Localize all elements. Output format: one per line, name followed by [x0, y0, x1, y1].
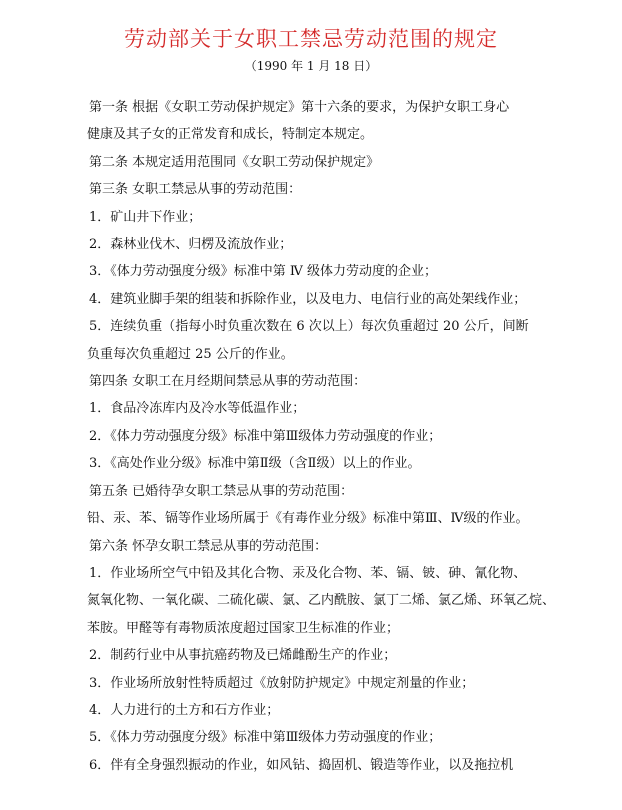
article-4-item-2: 2．《体力劳动强度分级》标准中第Ⅲ级体力劳动强度的作业；	[89, 428, 442, 444]
article-6-item-2: 2．制药行业中从事抗癌药物及已烯雌酚生产的作业；	[89, 648, 397, 664]
article-3-item-5-line-1: 5．连续负重（指每小时负重次数在 6 次以上）每次负重超过 20 公斤，间断	[89, 319, 529, 335]
article-3-item-5-line-2: 负重每次负重超过 25 公斤的作业。	[87, 346, 294, 362]
article-6-item-3: 3．作业场所放射性特质超过《放射防护规定》中规定剂量的作业；	[89, 675, 475, 691]
article-3-item-3: 3．《体力劳动强度分级》标准中第 Ⅳ 级体力劳动度的企业；	[89, 264, 438, 280]
article-6-item-5: 5．《体力劳动强度分级》标准中第Ⅲ级体力劳动强度的作业；	[89, 730, 442, 746]
article-4: 第四条 女职工在月经期间禁忌从事的劳动范围：	[89, 374, 367, 390]
document-body	[86, 94, 556, 779]
article-3-item-2: 2．森林业伐木、归楞及流放作业；	[89, 237, 293, 253]
article-6-item-1-line-1: 1．作业场所空气中铅及其化合物、汞及化合物、苯、镉、铍、砷、氰化物、	[89, 565, 527, 581]
article-3-item-1: 1．矿山井下作业；	[89, 209, 202, 225]
article-6-item-1-line-2: 氮氧化物、一氧化碳、二硫化碳、氯、乙内酰胺、氯丁二烯、氯乙烯、环氧乙烷、	[87, 593, 556, 609]
article-5: 第五条 已婚待孕女职工禁忌从事的劳动范围：	[89, 483, 354, 499]
article-5-content: 铅、汞、苯、镉等作业场所属于《有毒作业分级》标准中第Ⅲ、Ⅳ级的作业。	[87, 511, 529, 527]
article-6-item-6-line-1: 6．伴有全身强烈振动的作业，如风钻、捣固机、锻造等作业，以及拖拉机	[89, 757, 514, 773]
document-title: 劳动部关于女职工禁忌劳动范围的规定	[124, 27, 498, 51]
article-2: 第二条 本规定适用范围同《女职工劳动保护规定》	[89, 154, 380, 170]
article-6: 第六条 怀孕女职工禁忌从事的劳动范围：	[89, 538, 328, 554]
article-4-item-1: 1．食品冷冻库内及冷水等低温作业；	[89, 401, 306, 417]
document-date: （1990 年 1 月 18 日）	[244, 59, 378, 73]
article-3-item-4: 4．建筑业脚手架的组装和拆除作业，以及电力、电信行业的高处架线作业；	[89, 291, 527, 307]
article-3: 第三条 女职工禁忌从事的劳动范围：	[89, 182, 302, 198]
article-1-line-2: 健康及其子女的正常发育和成长，特制定本规定。	[87, 127, 374, 143]
article-1-line-1: 第一条 根据《女职工劳动保护规定》第十六条的要求，为保护女职工身心	[89, 100, 510, 115]
article-6-item-1-line-3: 苯胺。甲醛等有毒物质浓度超过国家卫生标准的作业；	[87, 620, 400, 636]
article-4-item-3: 3．《高处作业分级》标准中第Ⅱ级（含Ⅱ级）以上的作业。	[89, 456, 421, 472]
article-6-item-4: 4．人力进行的土方和石方作业；	[89, 702, 280, 718]
